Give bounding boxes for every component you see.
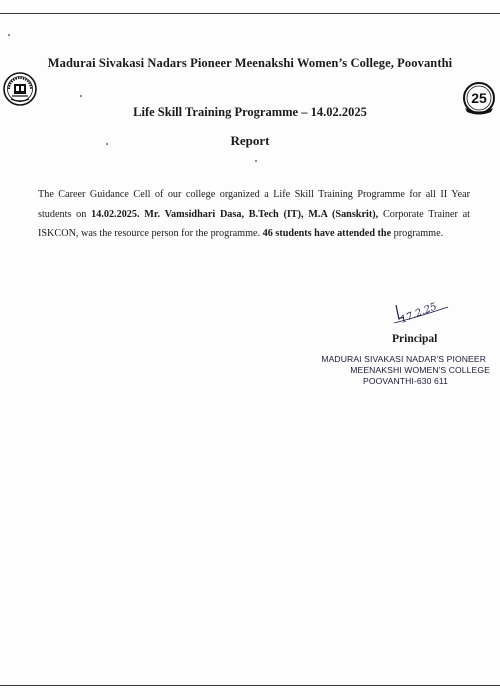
college-seal-stamp: [312, 354, 492, 387]
attendance-count: 46 students have attended the: [262, 228, 392, 239]
signature-date: 17.2.25: [399, 301, 439, 326]
principal-signature: [388, 293, 468, 333]
paragraph-text-3: programme.: [391, 228, 444, 239]
paragraph-text-1: The Career Guidance Cell of our college organized a Life Skill Training Programme for all II Year students on: [38, 189, 470, 220]
college-name-heading: Madurai Sivakasi Nadars Pioneer Meenakshi Women’s College, Poovanthi: [47, 56, 453, 70]
top-rule: [0, 13, 500, 14]
seal-line-3: POOVANTHI-630 611: [363, 376, 448, 386]
programme-title: Life Skill Training Programme – 14.02.2025: [133, 105, 367, 119]
scan-speck: [255, 160, 257, 162]
bottom-rule: [0, 685, 500, 686]
scan-speck: [106, 143, 108, 145]
principal-title: Principal: [392, 333, 438, 345]
report-heading: Report: [230, 133, 270, 148]
jubilee-badge-number: 25: [471, 90, 487, 106]
programme-date-and-speaker: 14.02.2025. Mr. Vamsidhari Dasa, B.Tech (IT), M.A (Sanskrit),: [91, 208, 379, 220]
seal-line-2: MEENAKSHI WOMEN'S COLLEGE: [350, 365, 490, 375]
college-emblem-logo: [3, 72, 37, 106]
seal-line-1: MADURAI SIVAKASI NADAR'S PIONEER: [321, 354, 486, 364]
scan-speck: [80, 95, 82, 97]
paragraph-text-2: Corporate Trainer at ISKCON, was the resource person for the programme.: [38, 208, 470, 239]
report-paragraph: [38, 185, 470, 244]
scan-speck: [8, 34, 10, 36]
